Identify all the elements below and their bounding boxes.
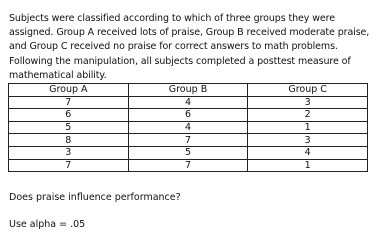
table-cell: 4: [128, 121, 248, 134]
table-cell: 7: [9, 159, 129, 172]
description-line-5: mathematical ability.: [9, 69, 107, 81]
table-row: [9, 146, 368, 159]
table-cell: 7: [128, 134, 248, 147]
description-line-3: and Group C received no praise for correct answers to math problems.: [9, 41, 338, 53]
table-cell: 3: [9, 146, 129, 159]
table-cell: 6: [9, 109, 129, 122]
table-cell: 7: [9, 96, 129, 109]
table-cell: 4: [248, 146, 368, 159]
table-cell: 1: [248, 159, 368, 172]
table-row: [9, 109, 368, 122]
table-cell: 2: [248, 109, 368, 122]
description-line-4: Following the manipulation, all subjects completed a posttest measure of: [9, 55, 351, 67]
table-cell: 4: [128, 96, 248, 109]
description-line-1: Subjects were classified according to which of three groups they were: [9, 13, 335, 24]
header-group-c: Group C: [248, 84, 368, 97]
table-cell: 6: [128, 109, 248, 122]
table-row: [9, 96, 368, 109]
table-cell: 3: [248, 134, 368, 147]
table-cell: 8: [9, 134, 129, 147]
table-row: [9, 121, 368, 134]
table-cell: 7: [128, 159, 248, 172]
table-cell: 5: [128, 146, 248, 159]
table-cell: 3: [248, 96, 368, 109]
header-group-a: Group A: [9, 84, 129, 97]
table-cell: 5: [9, 121, 129, 134]
table-row: [9, 134, 368, 147]
header-group-b: Group B: [128, 84, 248, 97]
table-cell: 1: [248, 121, 368, 134]
research-question: Does praise influence performance?: [9, 192, 181, 203]
description-line-2: assigned. Group A received lots of praise, Group B received moderate praise,: [9, 27, 370, 39]
scores-table: [8, 83, 368, 172]
table-row: [9, 159, 368, 172]
alpha-level: Use alpha = .05: [9, 219, 86, 230]
table-header-row: [9, 84, 368, 97]
problem-description: [9, 12, 375, 83]
